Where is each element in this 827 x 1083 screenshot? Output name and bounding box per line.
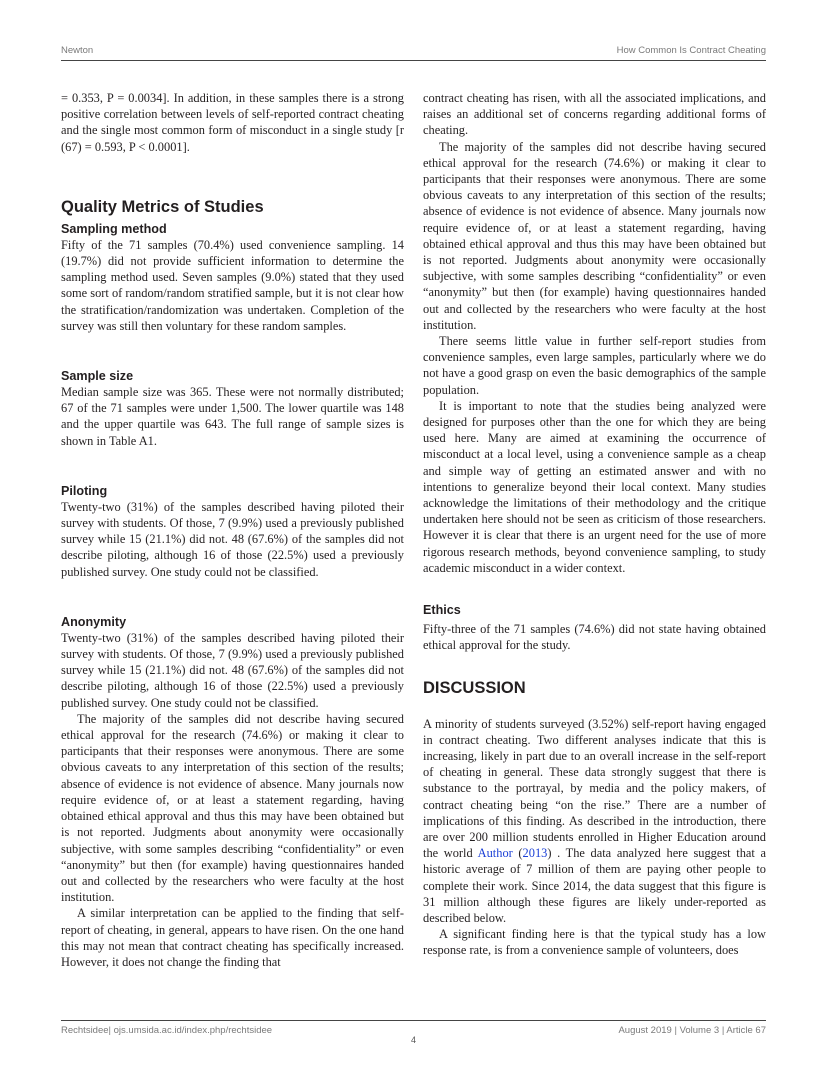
citation-link-year[interactable]: 2013 <box>522 846 548 861</box>
section-heading-quality-metrics: Quality Metrics of Studies <box>61 197 264 216</box>
running-header-author: Newton <box>61 45 94 56</box>
paragraph-anonymity-1: Twenty-two (31%) of the samples described having piloted their survey with students. Of those, 7 (9.9%) used a previously published survey while 15 (21.1%) did not. 48 (67.6%) of the samples did not describe piloting, although 16 of those (22.5%) used a previously published survey. One study could not be classified. <box>61 630 404 710</box>
footer-rule <box>61 1020 766 1021</box>
subheading-ethics: Ethics <box>423 603 461 618</box>
paragraph-discussion-1: A minority of students surveyed (3.52%) self-report having engaged in contract cheating. Two different analyses indicate that this is increasing, likely in part due to an overall increase in the self-report of cheating in general. These data strongly suggest that there is substance to the portrayal, by media and the policy makers, of contract cheating being “on the rise.” There are a number of implications of this finding. As described in the introduction, there are over 200 million students enrolled in Higher Education around the world Author (2013) . The data analyzed here suggest that a historic average of 7 million of them are paying other people to complete their work. Since 2014, the data suggest that this figure is 31 million although these figures are likely under-reported as described below. <box>423 716 766 925</box>
subheading-sample-size: Sample size <box>61 369 134 384</box>
paragraph-ethics: Fifty-three of the 71 samples (74.6%) did not state having obtained ethical approval for the study. <box>423 622 766 653</box>
footer-volume-info: August 2019 | Volume 3 | Article 67 <box>618 1025 766 1036</box>
paragraph-sample-size: Median sample size was 365. These were not normally distributed; 67 of the 71 samples were under 1,500. The lower quartile was 148 and the upper quartile was 643. The full range of sample sizes is shown in Table A1. <box>61 385 404 448</box>
discussion-text-a: A minority of students surveyed (3.52%) self-report having engaged in contract cheating. Two different analyses indicate that this is increasing, likely in part due to an overall increase in the self-report of cheating in general. These data strongly suggest that there is substance to the portrayal, by media and the policy makers, of contract cheating being “on the rise.” There are a number of implications of this finding. As described in the introduction, there are over 200 million students enrolled in Higher Education around the world <box>423 716 766 861</box>
header-rule <box>61 60 766 61</box>
discussion-text-b: . The data analyzed here suggest that a historic average of 7 million of them are paying other people to complete their work. Since 2014, the data suggest that this figure is 31 million although these figures are likely under-reported as described below. <box>423 846 766 925</box>
citation-link-author[interactable]: Author <box>477 846 513 861</box>
paragraph-self-report-value: There seems little value in further self-report studies from convenience samples, even large samples, particularly where we do not have a good grasp on even the basic demographics of the sample population. <box>423 334 766 397</box>
paragraph-continued: contract cheating has risen, with all the associated implications, and raises an additional set of concerns regarding additional forms of cheating. <box>423 91 766 138</box>
page-number: 4 <box>410 1035 416 1045</box>
subheading-sampling-method: Sampling method <box>61 221 167 236</box>
paragraph-study-purposes: It is important to note that the studies being analyzed were designed for purposes other than the one for which they are being used here. Many are aimed at examining the occurrence of misconduct at a local level, using a convenience sample as a cheap and simple way of getting an estimated answer and with no intentions to generalize beyond their local context. Many studies acknowledge the limitations of their methodology and the critique undertaken here should not be seen as criticism of those researchers. However it is clear that there is an urgent need for the use of more rigorous research methods, beyond convenience sampling, to study academic misconduct in a wider context. <box>423 398 766 575</box>
paragraph-anonymity-3: A similar interpretation can be applied to the finding that self- report of cheating, in general, appears to have risen. On the one hand this may not mean that contract cheating has specifically increased. However, it does not change the finding that <box>61 906 404 969</box>
running-header-title: How Common Is Contract Cheating <box>616 45 766 56</box>
subheading-anonymity: Anonymity <box>61 614 127 629</box>
paragraph-sampling-method: Fifty of the 71 samples (70.4%) used convenience sampling. 14 (19.7%) did not provide sufficient information to determine the sampling method used. Seven samples (9.0%) stated that they used some sort of random/random stratified sample, but it is not clear how the stratification/randomization was undertaken. Completion of the survey was still then voluntary for these random samples. <box>61 237 404 333</box>
paragraph-anonymity-2: The majority of the samples did not describe having secured ethical approval for the research (74.6%) or making it clear to participants that their responses were anonymous. There are some obvious caveats to any interpretation of this section of the results; absence of evidence is not evidence of absence. Many journals now require evidence of, or at least a statement regarding, having obtained ethical approval and thus this may have been obtained but is not reported. Judgments about anonymity were occasionally subjective, with some samples describing “confidentiality” or even “anonymity” but then (for example) having questionnaires handed out and collected by the researchers who were faculty at the host institution. <box>61 711 404 905</box>
right-column <box>423 90 766 959</box>
section-heading-discussion: DISCUSSION <box>423 678 526 697</box>
paragraph-piloting: Twenty-two (31%) of the samples described having piloted their survey with students. Of those, 7 (9.9%) used a previously published survey while 15 (21.1%) did not. 48 (67.6%) of the samples did not describe piloting, although 16 of those (22.5%) used a previously published survey. One study could not be classified. <box>61 499 404 579</box>
paragraph-intro: = 0.353, P = 0.0034]. In addition, in these samples there is a strong positive correlation between levels of self-reported contract cheating and the single most common form of misconduct in a single study [r (67) = 0.593, P < 0.0001]. <box>61 91 404 154</box>
subheading-piloting: Piloting <box>61 483 108 498</box>
paragraph-ethics-caveats: The majority of the samples did not describe having secured ethical approval for the research (74.6%) or making it clear to participants that their responses were anonymous. There are some obvious caveats to any interpretation of this section of the results; absence of evidence is not evidence of absence. Many journals now require evidence of, or at least a statement regarding, having obtained ethical approval and thus this may have been obtained but is not reported. Judgments about anonymity were occasionally subjective, with some samples describing “confidentiality” or even “anonymity” but then (for example) having questionnaires handed out and collected by the researchers who were faculty at the host institution. <box>423 139 766 332</box>
footer-journal: Rechtsidee| ojs.umsida.ac.id/index.php/rechtsidee <box>61 1025 273 1036</box>
paragraph-discussion-2: A significant finding here is that the typical study has a low response rate, is from a convenience sample of volunteers, does <box>423 927 766 958</box>
left-column <box>61 90 404 970</box>
